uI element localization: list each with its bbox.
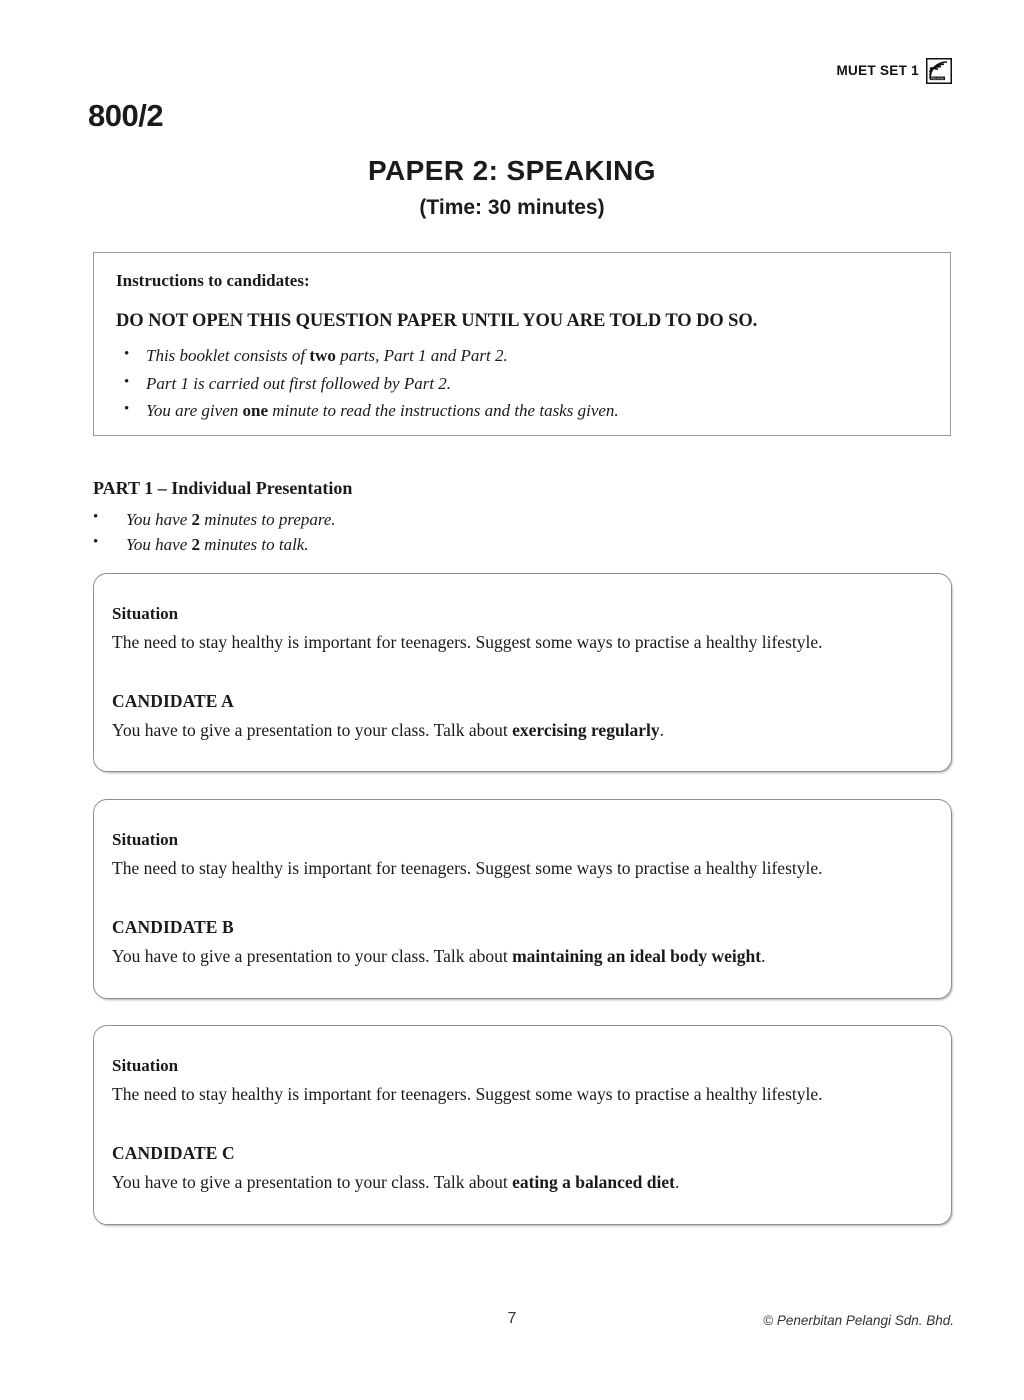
instruction-text-pre: You are given (146, 401, 243, 421)
instructions-box (93, 252, 951, 436)
instruction-item (116, 370, 928, 398)
situation-label: Situation (112, 830, 179, 849)
part-1-text-pre: You have (126, 534, 192, 554)
part-1-text-bold: 2 (191, 510, 200, 529)
task-topic: maintaining an ideal body weight (512, 945, 762, 966)
instruction-item (116, 397, 928, 425)
part-1-text-post: minutes to prepare. (200, 510, 336, 529)
task-text-pre: You have to give a presentation to your class. Talk about (112, 719, 513, 740)
part-1-item (93, 508, 693, 533)
pelangi-logo-icon (926, 58, 952, 84)
task-topic: eating a balanced diet (512, 1171, 675, 1192)
copyright-notice: © Penerbitan Pelangi Sdn. Bhd. (763, 1313, 954, 1328)
instructions-warning: DO NOT OPEN THIS QUESTION PAPER UNTIL YOU ARE TOLD TO DO SO. (116, 311, 758, 331)
task-text-post: . (674, 1171, 680, 1192)
instruction-text-bold: one (242, 401, 268, 421)
paper-code: 800/2 (88, 98, 164, 133)
task-instruction (112, 944, 933, 969)
instruction-text-post: minute to read the instructions and the tasks given. (268, 401, 619, 421)
task-text-pre: You have to give a presentation to your class. Talk about (112, 1171, 513, 1192)
instruction-text-post: parts, Part 1 and Part 2. (335, 346, 508, 365)
page-number: 7 (507, 1310, 517, 1327)
situation-text: The need to stay healthy is important for teenagers. Suggest some ways to practise a healthy lifestyle. (112, 1084, 823, 1104)
situation-text: The need to stay healthy is important for teenagers. Suggest some ways to practise a healthy lifestyle. (112, 858, 823, 878)
part-1-text-pre: You have (126, 510, 192, 529)
situation-text: The need to stay healthy is important for teenagers. Suggest some ways to practise a healthy lifestyle. (112, 632, 823, 652)
task-topic: exercising regularly (512, 719, 660, 740)
task-instruction (112, 1170, 933, 1195)
part-1-text-post: minutes to talk. (200, 534, 309, 554)
brand-label: MUET SET 1 (836, 63, 919, 79)
instructions-list (116, 342, 928, 425)
task-text-post: . (659, 719, 665, 740)
instructions-heading: Instructions to candidates: (116, 271, 310, 290)
candidate-label: CANDIDATE B (112, 916, 234, 937)
instruction-text-bold: two (309, 346, 336, 365)
page-title: PAPER 2: SPEAKING (368, 155, 656, 186)
task-text-post: . (761, 945, 766, 966)
header-brand (836, 58, 952, 84)
candidate-label: CANDIDATE C (112, 1142, 235, 1163)
task-box-candidate-a (93, 573, 952, 772)
instruction-text-pre: Part 1 is carried out first followed by Part 2. (146, 373, 452, 393)
part-1-item (93, 533, 693, 558)
candidate-label: CANDIDATE A (112, 690, 234, 711)
situation-label: Situation (112, 1056, 179, 1075)
instruction-item (116, 342, 928, 370)
task-text-pre: You have to give a presentation to your class. Talk about (112, 945, 513, 966)
part-1-text-bold: 2 (191, 534, 200, 554)
task-box-candidate-c (93, 1025, 952, 1225)
instruction-text-pre: This booklet consists of (146, 346, 310, 365)
task-instruction (112, 718, 933, 743)
page-subtitle: (Time: 30 minutes) (419, 196, 605, 219)
part-1-heading: PART 1 – Individual Presentation (93, 478, 353, 498)
task-box-candidate-b (93, 799, 952, 999)
situation-label: Situation (112, 604, 179, 623)
part-1-list (93, 508, 693, 557)
svg-text:PELANGI: PELANGI (930, 76, 945, 81)
